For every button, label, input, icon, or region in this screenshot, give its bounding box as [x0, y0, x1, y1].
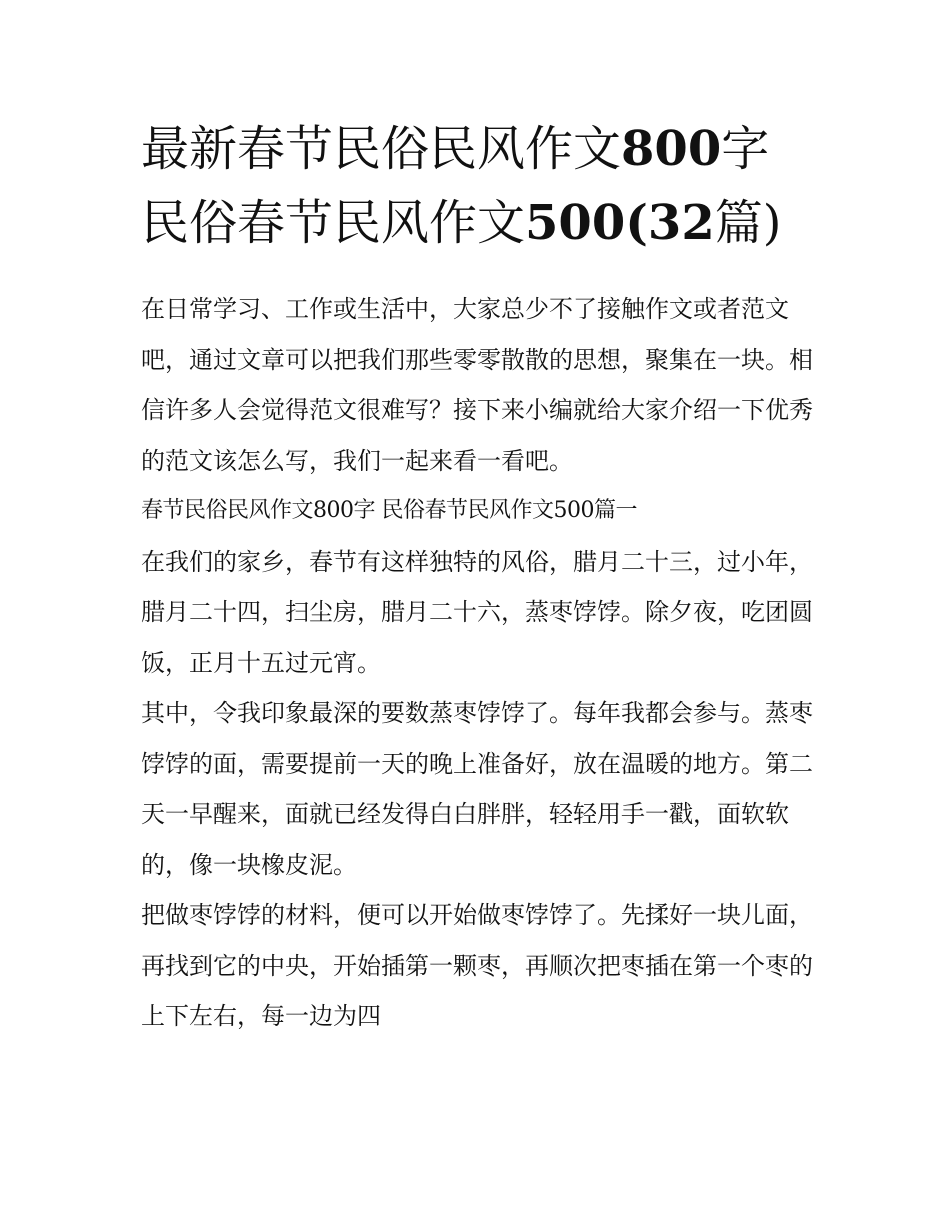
body-paragraph: 在我们的家乡，春节有这样独特的风俗，腊月二十三，过小年，腊月二十四，扫尘房，腊月二十六，蒸枣饽饽。除夕夜，吃团圆饭，正月十五过元宵。: [141, 547, 813, 677]
document-body: [141, 284, 821, 1042]
title-line-2-text: 民俗春节民风作文: [141, 195, 526, 251]
section-heading: 春节民俗民风作文800字 民俗春节民风作文500篇一: [141, 498, 637, 523]
title-line-1: [141, 112, 821, 186]
body-paragraph: 其中，令我印象最深的要数蒸枣饽饽了。每年我都会参与。蒸枣饽饽的面，需要提前一天的晚上准备好，放在温暖的地方。第二天一早醒来，面就已经发得白白胖胖，轻轻用手一戳，面软软的，像一块橡皮泥。: [141, 699, 813, 879]
page-title: [141, 112, 821, 260]
title-line-1-tail: 字: [721, 121, 770, 177]
title-line-2: [141, 186, 821, 260]
document-page: [141, 112, 821, 1042]
title-line-1-text: 最新春节民俗民风作文: [141, 121, 622, 177]
body-paragraph: 把做枣饽饽的材料，便可以开始做枣饽饽了。先揉好一块儿面，再找到它的中央，开始插第一颗枣，再顺次把枣插在第一个枣的上下左右，每一边为四: [141, 901, 813, 1030]
title-line-1-number: 800: [621, 121, 722, 177]
title-line-2-number: 500(32: [525, 195, 715, 251]
title-line-2-tail: 篇): [714, 195, 782, 251]
intro-paragraph: 在日常学习、工作或生活中，大家总少不了接触作文或者范文吧，通过文章可以把我们那些零零散散的思想，聚集在一块。相信许多人会觉得范文很难写？接下来小编就给大家介绍一下优秀的范文该怎么写，我们一起来看一看吧。: [141, 295, 813, 475]
